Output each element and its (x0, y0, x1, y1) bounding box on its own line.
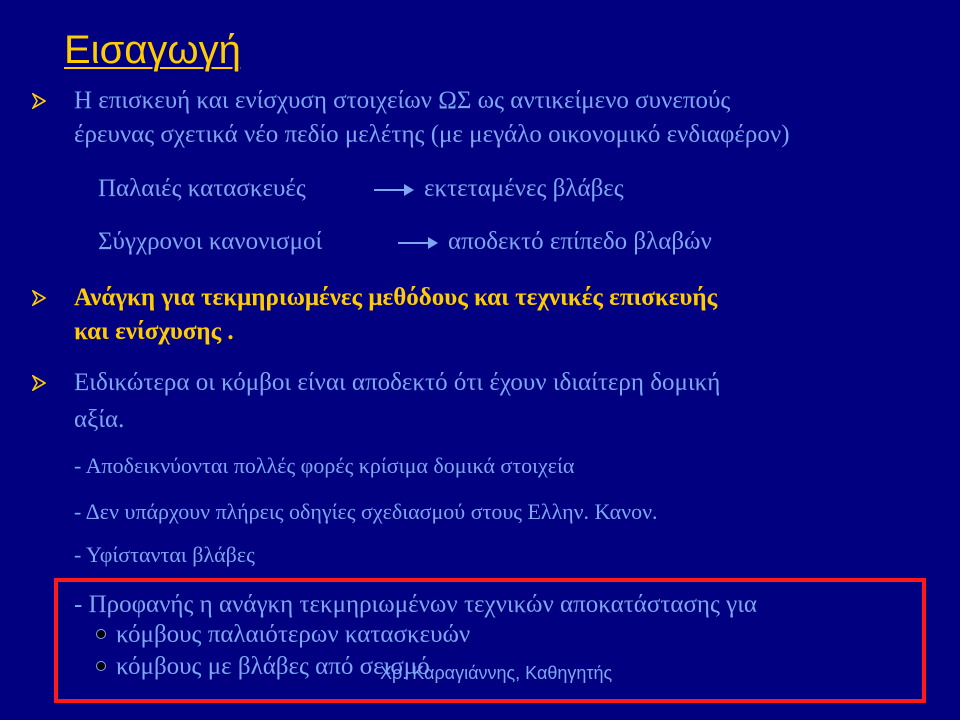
bullet2-line1: Ανάγκη για τεκμηριωμένες μεθόδους και τεχνικές επισκευής (74, 284, 718, 311)
comparison-right-1: εκτεταμένες βλάβες (424, 175, 624, 202)
page-title: Εισαγωγή (64, 28, 241, 72)
bullet2-line2: και ενίσχυσης . (74, 318, 234, 345)
comparison-right-2: αποδεκτό επίπεδο βλαβών (448, 228, 712, 255)
bullet1-line1: Η επισκευή και ενίσχυση στοιχείων ΩΣ ως αντικείμενο συνεπούς (74, 87, 731, 114)
bullet3-line2: αξία. (74, 406, 125, 433)
box-item-1-text: κόμβους παλαιότερων κατασκευών (116, 621, 471, 648)
right-arrow-icon (396, 234, 440, 252)
bullet-dot-icon (96, 629, 106, 639)
comparison-left-2: Σύγχρονοι κανονισμοί (98, 228, 323, 255)
box-item-1 (96, 620, 470, 650)
comparison-left-1: Παλαιές κατασκευές (98, 175, 306, 202)
box-item-2-text: κόμβους με βλάβες από σεισμό (116, 653, 430, 680)
bullet3-line1: Ειδικώτερα οι κόμβοι είναι αποδεκτό ότι έχουν ιδιαίτερη δομική (74, 369, 721, 396)
box-heading: - Προφανής η ανάγκη τεκμηριωμένων τεχνικών αποκατάστασης για (74, 591, 758, 618)
chevron-right-icon (32, 93, 46, 109)
dash-item-3: - Υφίστανται βλάβες (74, 542, 255, 567)
chevron-right-icon (32, 290, 46, 306)
bullet-dot-icon (96, 661, 106, 671)
dash-item-1: - Αποδεικνύονται πολλές φορές κρίσιμα δομικά στοιχεία (74, 453, 575, 478)
right-arrow-icon (372, 181, 416, 199)
chevron-right-icon (32, 375, 46, 391)
bullet1-line2: έρευνας σχετικά νέο πεδίο μελέτης (με μεγάλο οικονομικό ενδιαφέρον) (74, 121, 790, 148)
slide-footer: Χρ. Καραγιάννης, Καθηγητής (380, 663, 613, 683)
dash-item-2: - Δεν υπάρχουν πλήρεις οδηγίες σχεδιασμού στους Ελλην. Κανον. (74, 499, 658, 524)
